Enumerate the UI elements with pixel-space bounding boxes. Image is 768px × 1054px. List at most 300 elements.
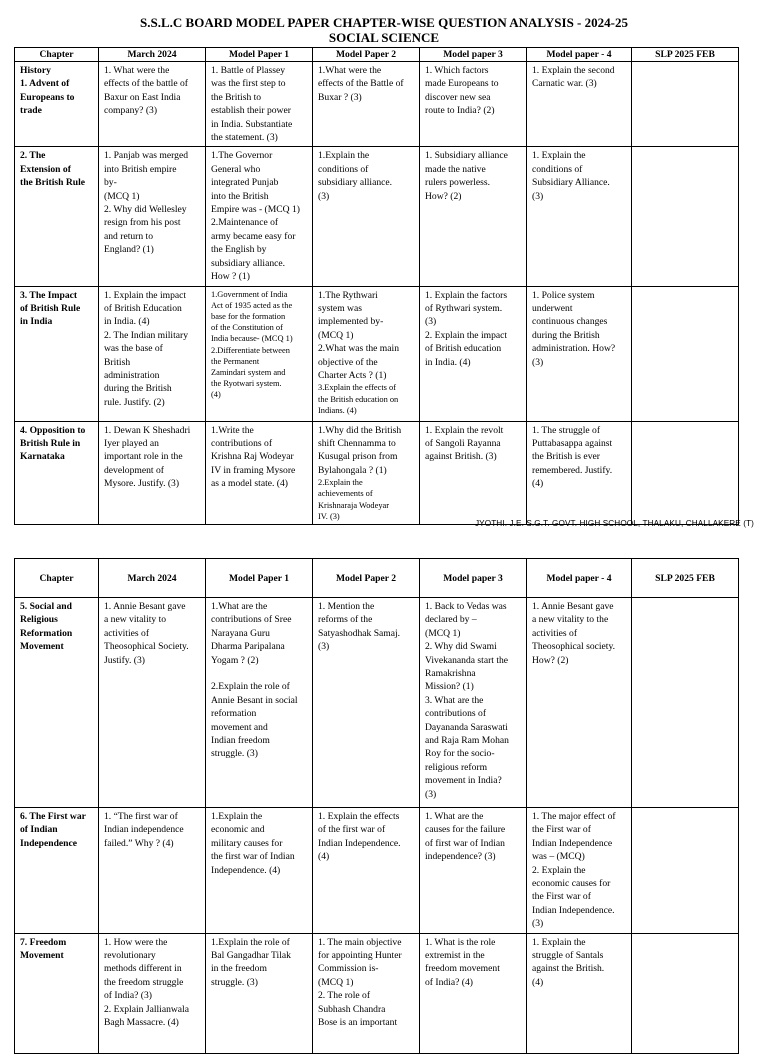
cell-text-line: 2. The [20,150,46,162]
cell-text-line: in the freedom [211,963,267,975]
cell-text-line: 1. Explain the [532,936,586,948]
cell-slp-2025-feb [632,286,739,421]
cell-text-line: (MCQ 1) [425,627,461,639]
cell-text-line: establish their power [211,105,291,117]
cell-model-paper-4 [527,421,632,524]
cell-text-line: the First war of [532,824,591,836]
cell-march-2024 [99,147,206,286]
cell-text-line: Krishna Raj Wodeyar [211,451,294,463]
cell-text-line: Roy for the socio- [425,748,495,760]
cell-text-line: Yogam ? (2) [211,654,259,666]
cell-text-line: contributions of Sree [211,614,292,626]
cell-text-line: of the Constitution of [211,323,283,333]
cell-text-line: a new vitality to [104,614,167,626]
cell-text-line: Indians. (4) [318,405,357,415]
cell-text-line: 1. What is the role [425,936,496,948]
cell-model-paper-4 [527,147,632,286]
cell-text-line: (MCQ 1) [318,329,354,341]
cell-text-line: conditions of [318,163,369,175]
cell-text-line: underwent [532,302,573,314]
cell-text-line: against British. (3) [425,451,497,463]
cell-text-line: Mission? (1) [425,681,474,693]
document-title: S.S.L.C BOARD MODEL PAPER CHAPTER-WISE QUESTION ANALYSIS - 2024-25 [140,15,628,30]
cell-text-line: 1. What were the [104,65,170,76]
cell-text-line: activities of [104,627,150,639]
cell-text-line: 1. Battle of Plassey [211,65,286,76]
cell-text-line: Annie Besant in social [211,694,298,706]
cell-model-paper-3 [420,147,527,286]
cell-text-line: British Rule in [20,437,81,449]
cell-text-line: continuous changes [532,316,608,328]
cell-text-line: conditions of [532,163,583,175]
cell-text-line: 2.Explain the [318,478,363,488]
cell-march-2024 [99,286,206,421]
cell-text-line: administration. How? [532,343,616,355]
cell-text-line: during the British [532,329,600,341]
cell-text-line: 2. Why did Wellesley [104,204,187,216]
cell-text-line: in India. Substantiate [211,118,293,130]
col-header-slp-2025-feb: SLP 2025 FEB [632,559,739,598]
table-row [15,808,739,934]
table-row [15,598,739,808]
cell-text-line: Subhash Chandra [318,1003,386,1015]
cell-text-line: effects of the battle of [104,78,188,90]
cell-text-line: (4) [532,976,544,988]
col-header-chapter: Chapter [15,48,99,62]
cell-text-line: Puttabasappa against [532,437,613,449]
cell-text-line: the British Rule [20,177,86,189]
cell-text-line: economic causes for [532,878,611,890]
cell-text-line: reformation [211,708,257,720]
cell-text-line: 1. Explain the impact [104,289,187,301]
cell-text-line: (3) [532,918,544,930]
cell-text-line: 1. Annie Besant gave [532,601,614,612]
cell-text-line: Dayananda Saraswati [425,721,508,733]
cell-text-line: implemented by- [318,316,384,328]
cell-text-line: 1. Panjab was merged [104,150,189,162]
cell-text-line: the Permanent [211,356,260,366]
cell-text-line: How? (2) [532,654,569,666]
cell-text-line: Independence [20,837,78,849]
cell-text-line: (4) [211,390,221,400]
col-header-model-paper-3: Model paper 3 [420,559,527,598]
cell-text-line: 1.What are the [211,601,268,612]
cell-text-line: military causes for [211,837,283,849]
cell-text-line: 7. Freedom [20,936,67,948]
col-header-model-paper-4: Model paper - 4 [527,559,632,598]
cell-text-line: 1.The Rythwari [318,289,378,301]
cell-text-line: Movement [20,950,64,962]
cell-text-line: Buxar ? (3) [318,91,362,103]
cell-model-paper-1 [206,147,313,286]
cell-text-line: Karnataka [20,451,65,463]
cell-text-line: base for the formation [211,311,286,321]
cell-text-line: of India? (4) [425,976,473,988]
cell-text-line: Charter Acts ? (1) [318,369,387,381]
cell-march-2024 [99,933,206,1053]
cell-text-line: administration [104,369,160,381]
cell-text-line: Reformation [20,627,73,639]
table-row [15,421,739,524]
cell-text-line: 6. The First war [20,811,86,822]
cell-model-paper-4 [527,62,632,147]
author-footer: JYOTHI. J.E. S.G.T. GOVT. HIGH SCHOOL, THALAKU, CHALLAKERE (T) [474,519,754,528]
cell-text-line: 1. Explain the factors [425,289,508,301]
cell-march-2024 [99,598,206,808]
cell-march-2024 [99,62,206,147]
cell-text-line: 1.The Governor [211,150,273,162]
cell-slp-2025-feb [632,598,739,808]
cell-text-line: reforms of the [318,614,373,626]
cell-text-line: Bose is an important [318,1017,398,1029]
cell-text-line: of British Rule [20,302,81,314]
cell-model-paper-2 [313,286,420,421]
question-analysis-table-2 [14,558,739,1054]
cell-text-line: as a model state. (4) [211,478,288,490]
cell-text-line: 1.What were the [318,65,382,76]
cell-text-line: 1. Explain the [532,150,586,162]
cell-text-line: 1. Advent of [20,78,70,90]
cell-text-line: 1. Annie Besant gave [104,601,186,612]
cell-model-paper-3 [420,421,527,524]
table-row [15,62,739,147]
cell-text-line: India because- (MCQ 1) [211,334,293,344]
cell-text-line: methods different in [104,963,182,975]
cell-text-line: Indian independence [104,824,184,836]
cell-text-line: of British Education [104,302,182,314]
cell-text-line: 2. Explain the [532,864,586,876]
cell-text-line: Iyer played an [104,437,159,449]
cell-model-paper-2 [313,62,420,147]
cell-march-2024 [99,421,206,524]
cell-text-line: against the British. [532,963,605,975]
cell-text-line: 1. What are the [425,811,484,822]
cell-text-line: made the native [425,163,486,175]
cell-text-line: was the first step to [211,78,286,90]
cell-text-line: discover new sea [425,91,491,103]
cell-text-line: was – (MCQ) [532,851,585,863]
cell-text-line: (4) [318,851,330,863]
cell-text-line: movement in India? [425,775,502,787]
cell-text-line: Narayana Guru [211,627,270,639]
cell-text-line: during the British [104,383,172,395]
cell-model-paper-4 [527,808,632,934]
cell-text-line: by- [104,177,117,189]
cell-text-line: achievements of [318,489,373,499]
cell-text-line: 1.Why did the British [318,424,402,436]
cell-text-line: trade [20,105,42,117]
cell-text-line: 1. Back to Vedas was [425,601,507,612]
cell-chapter [15,808,99,934]
cell-chapter [15,933,99,1053]
cell-text-line: 2.Differentiate between [211,345,290,355]
cell-text-line: movement and [211,721,268,733]
cell-text-line: subsidiary alliance. [318,177,393,189]
cell-text-line: causes for the failure [425,824,506,836]
cell-text-line: freedom movement [425,963,500,975]
cell-text-line: 1.Explain the role of [211,936,290,948]
cell-text-line: struggle. (3) [211,748,258,760]
cell-text-line: Indian Independence. [532,904,615,916]
col-header-model-paper-2: Model Paper 2 [313,559,420,598]
cell-text-line: England? (1) [104,244,154,256]
cell-text-line: in India. (4) [425,356,471,368]
cell-text-line: subsidiary alliance. [211,257,286,269]
cell-text-line: 2. Why did Swami [425,641,497,653]
header-row [15,48,739,62]
cell-text-line: army became easy for [211,230,296,242]
cell-text-line: Indian Independence [532,837,613,849]
cell-text-line: resign from his post [104,217,181,229]
cell-text-line: Indian freedom [211,735,270,747]
cell-text-line: Zamindari system and [211,367,286,377]
cell-model-paper-2 [313,598,420,808]
cell-model-paper-1 [206,598,313,808]
cell-text-line: the English by [211,244,267,256]
cell-text-line: IV in framing Mysore [211,464,296,476]
cell-text-line: Bagh Massacre. (4) [104,1017,179,1029]
cell-text-line: for appointing Hunter [318,950,402,962]
cell-text-line: 2.Explain the role of [211,681,290,693]
cell-text-line: contributions of [425,708,487,720]
cell-text-line: the first war of Indian [211,851,295,863]
cell-text-line: a new vitality to the [532,614,609,626]
cell-text-line: the statement. (3) [211,132,278,144]
cell-text-line: religious reform [425,761,488,773]
cell-text-line: (3) [425,788,437,800]
cell-text-line: 2. The role of [318,990,371,1002]
cell-text-line: 1. The major effect of [532,811,616,822]
cell-text-line: 2. The Indian military [104,329,189,341]
cell-text-line: (3) [532,190,544,202]
col-header-model-paper-4: Model paper - 4 [527,48,632,62]
cell-text-line: (3) [318,641,330,653]
cell-text-line: rule. Justify. (2) [104,396,165,408]
cell-text-line: British [104,356,131,368]
cell-text-line: 2. Explain the impact [425,329,508,341]
cell-text-line: Commission is- [318,963,379,975]
cell-text-line: struggle. (3) [211,976,258,988]
cell-text-line: (MCQ 1) [318,976,354,988]
cell-text-line: 1. Dewan K Sheshadri [104,424,191,436]
question-analysis-table-1 [14,47,739,525]
cell-text-line: in India [20,316,53,328]
cell-text-line: 3. What are the [425,694,484,706]
cell-text-line: Justify. (3) [104,654,145,666]
cell-text-line: objective of the [318,356,378,368]
cell-text-line: Independence. (4) [211,864,281,876]
cell-text-line: 1.Write the [211,424,254,436]
cell-chapter [15,147,99,286]
cell-model-paper-2 [313,808,420,934]
cell-chapter [15,286,99,421]
col-header-model-paper-1: Model Paper 1 [206,48,313,62]
cell-text-line: 1.Government of India [211,289,288,299]
cell-text-line: (3) [425,316,437,328]
cell-text-line: Kusugal prison from [318,451,398,463]
cell-text-line [211,667,308,680]
cell-text-line: of first war of Indian [425,837,505,849]
cell-text-line: How? (2) [425,190,462,202]
cell-text-line: of India? (3) [104,990,152,1002]
cell-text-line: 1.Explain the [318,150,370,162]
cell-text-line: and Raja Ram Mohan [425,735,509,747]
cell-text-line: struggle of Santals [532,950,604,962]
cell-text-line: Bylahongala ? (1) [318,464,387,476]
cell-text-line: 1. Explain the revolt [425,424,504,436]
cell-text-line: Theosophical society. [532,641,616,653]
cell-text-line: company? (3) [104,105,158,117]
cell-text-line: important role in the [104,451,183,463]
cell-slp-2025-feb [632,933,739,1053]
cell-text-line: independence? (3) [425,851,496,863]
cell-text-line: 3. The Impact [20,289,78,301]
col-header-slp-2025-feb: SLP 2025 FEB [632,48,739,62]
cell-text-line: the British education on [318,394,399,404]
col-header-chapter: Chapter [15,559,99,598]
cell-text-line: 1. Which factors [425,65,489,76]
table-row [15,933,739,1053]
cell-text-line: development of [104,464,164,476]
cell-text-line: (MCQ 1) [104,190,140,202]
cell-text-line: Empire was - (MCQ 1) [211,204,300,216]
header-row [15,559,739,598]
cell-text-line: effects of the Battle of [318,78,404,90]
cell-text-line: the First war of [532,891,591,903]
col-header-march-2024: March 2024 [99,559,206,598]
cell-text-line: declared by – [425,614,477,626]
cell-text-line: and return to [104,230,154,242]
cell-model-paper-4 [527,598,632,808]
cell-text-line: (3) [532,356,544,368]
cell-model-paper-3 [420,286,527,421]
cell-text-line: How ? (1) [211,271,250,283]
cell-text-line: 1.Explain the [211,811,263,822]
cell-text-line: 3.Explain the effects of [318,383,396,393]
cell-text-line: economic and [211,824,265,836]
col-header-march-2024: March 2024 [99,48,206,62]
cell-model-paper-3 [420,598,527,808]
table-row [15,286,739,421]
cell-slp-2025-feb [632,808,739,934]
cell-text-line: was the base of [104,343,163,355]
cell-text-line: rulers powerless. [425,177,491,189]
cell-text-line: the Ryotwari system. [211,379,282,389]
cell-text-line: 1. Subsidiary alliance [425,150,508,162]
cell-text-line: of Rythwari system. [425,302,503,314]
cell-text-line: Theosophical Society. [104,641,189,653]
cell-model-paper-3 [420,62,527,147]
cell-model-paper-4 [527,933,632,1053]
cell-text-line: 1. Explain the second [532,65,615,76]
cell-text-line: 1. The main objective [318,936,402,948]
cell-text-line: system was [318,302,362,314]
col-header-model-paper-2: Model Paper 2 [313,48,420,62]
cell-model-paper-1 [206,421,313,524]
cell-text-line: Baxur on East India [104,91,181,103]
cell-text-line: 1. Mention the [318,601,375,612]
cell-text-line: of the first war of [318,824,386,836]
cell-model-paper-3 [420,933,527,1053]
cell-text-line: Vivekananda start the [425,654,509,666]
cell-text-line: into British empire [104,163,177,175]
cell-text-line: the British to [211,91,262,103]
cell-text-line: of Indian [20,824,58,836]
cell-text-line: of Sangoli Rayanna [425,437,501,449]
cell-text-line: extremist in the [425,950,485,962]
cell-model-paper-4 [527,286,632,421]
cell-text-line: remembered. Justify. [532,464,613,476]
cell-model-paper-1 [206,62,313,147]
cell-text-line: into the British [211,190,269,202]
cell-model-paper-3 [420,808,527,934]
cell-text-line: Europeans to [20,91,75,103]
cell-text-line: (4) [532,478,544,490]
cell-text-line: contributions of [211,437,273,449]
cell-text-line: Mysore. Justify. (3) [104,478,180,490]
cell-text-line: 1. “The first war of [104,811,178,822]
cell-text-line: route to India? (2) [425,105,495,117]
cell-text-line: the freedom struggle [104,976,184,988]
cell-march-2024 [99,808,206,934]
cell-text-line: 2.Maintenance of [211,217,279,229]
cell-text-line: Ramakrishna [425,668,476,680]
cell-model-paper-1 [206,286,313,421]
table-row [15,147,739,286]
cell-slp-2025-feb [632,147,739,286]
cell-text-line: Movement [20,641,64,653]
cell-text-line: 1. The struggle of [532,424,601,436]
cell-text-line: integrated Punjab [211,177,279,189]
cell-text-line: revolutionary [104,950,156,962]
cell-text-line: IV. (3) [318,511,340,521]
cell-slp-2025-feb [632,421,739,524]
cell-model-paper-2 [313,147,420,286]
cell-slp-2025-feb [632,62,739,147]
cell-text-line: failed.” Why ? (4) [104,837,174,849]
cell-text-line: Act of 1935 acted as the [211,300,293,310]
cell-text-line: of British education [425,343,502,355]
cell-chapter [15,598,99,808]
cell-text-line: 2.What was the main [318,343,399,355]
cell-model-paper-1 [206,933,313,1053]
cell-text-line: Bal Gangadhar Tilak [211,950,291,962]
cell-model-paper-2 [313,933,420,1053]
cell-text-line: shift Chennamma to [318,437,396,449]
document-subtitle: SOCIAL SCIENCE [328,30,440,45]
cell-text-line: Religious [20,614,58,626]
cell-text-line: 1. Police system [532,289,595,301]
cell-model-paper-2 [313,421,420,524]
cell-chapter [15,421,99,524]
cell-text-line: Subsidiary Alliance. [532,177,610,189]
cell-text-line: 2. Explain Jallianwala [104,1003,189,1015]
cell-model-paper-1 [206,808,313,934]
cell-text-line: 1. How were the [104,936,168,948]
cell-text-line: made Europeans to [425,78,499,90]
cell-text-line: Extension of [20,163,71,175]
cell-text-line: in India. (4) [104,316,150,328]
col-header-model-paper-1: Model Paper 1 [206,559,313,598]
col-header-model-paper-3: Model paper 3 [420,48,527,62]
cell-text-line: the British is ever [532,451,600,463]
cell-text-line: Satyashodhak Samaj. [318,627,401,639]
cell-text-line: activities of [532,627,578,639]
cell-text-line: General who [211,163,261,175]
cell-text-line: 4. Opposition to [20,424,86,436]
cell-text-line: Dharma Paripalana [211,641,285,653]
cell-chapter [15,62,99,147]
